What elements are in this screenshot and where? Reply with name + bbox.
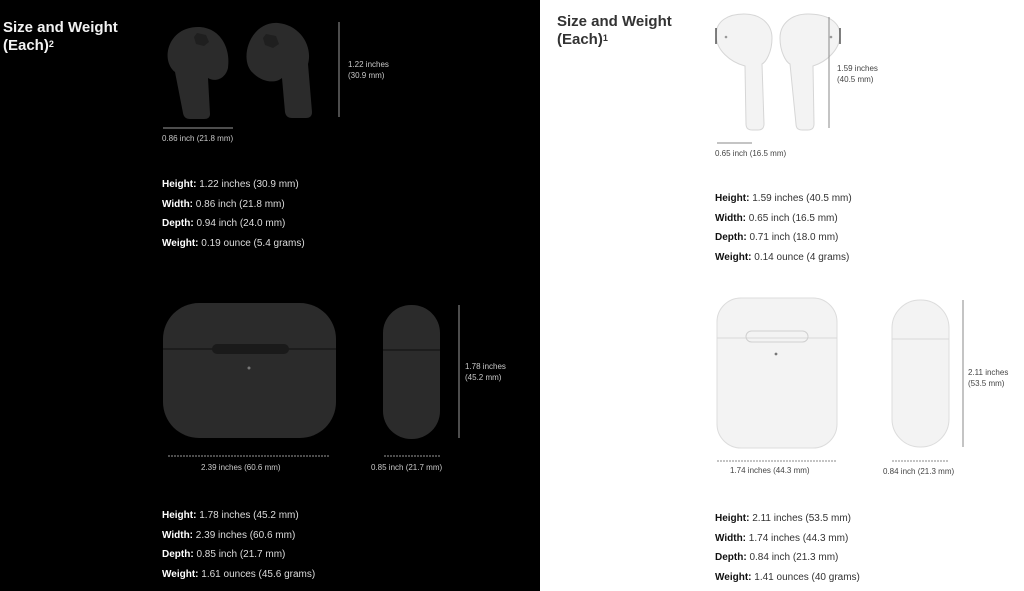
right-earbud-image [780,14,840,130]
spec-row-width: Width: 0.86 inch (21.8 mm) [162,198,285,210]
charging-case-side-image [892,300,949,447]
charging-case-front-image [163,303,336,438]
title-line-1: Size and Weight [3,19,118,36]
section-title [3,19,118,55]
spec-row-depth: Depth: 0.84 inch (21.3 mm) [715,552,839,563]
earbud-specs-list [162,175,305,253]
spec-row-depth: Depth: 0.85 inch (21.7 mm) [162,549,286,560]
earbud-width-label: 0.86 inch (21.8 mm) [162,134,234,143]
spec-row-depth: Depth: 0.71 inch (18.0 mm) [715,232,839,243]
earbud-height-label: 1.22 inches (30.9 mm) [348,60,389,80]
case-depth-label: 0.84 inch (21.3 mm) [883,467,955,476]
airpods-illustrations [540,0,1024,591]
title-line-2: (Each) [3,37,49,54]
spec-row-height: Height: 1.59 inches (40.5 mm) [715,193,852,204]
left-earbud-image [168,27,229,119]
case-specs-list [162,506,315,584]
spec-row-height: Height: 2.11 inches (53.5 mm) [715,513,851,524]
spec-row-weight: Weight: 0.14 ounce (4 grams) [715,251,850,263]
earbud-width-label: 0.65 inch (16.5 mm) [715,149,787,158]
spec-row-weight: Weight: 1.61 ounces (45.6 grams) [162,568,316,580]
airpods-panel [540,0,1024,591]
spec-row-width: Width: 0.65 inch (16.5 mm) [715,212,838,224]
case-depth-label: 0.85 inch (21.7 mm) [371,463,443,472]
charging-case-front-image [717,298,837,448]
title-line-2: (Each) [557,31,603,48]
case-height-label: 1.78 inches (45.2 mm) [465,362,506,382]
case-width-label: 2.39 inches (60.6 mm) [201,463,281,472]
title-line-1: Size and Weight [557,13,672,30]
footnote-marker: 2 [48,39,54,49]
right-earbud-image [246,23,312,118]
spec-row-weight: Weight: 1.41 ounces (40 grams) [715,571,860,583]
case-specs-list [715,509,860,587]
earbud-specs-list [715,189,852,267]
case-width-label: 1.74 inches (44.3 mm) [730,466,810,475]
charging-case-side-image [383,305,440,439]
spec-row-height: Height: 1.78 inches (45.2 mm) [162,510,299,521]
case-height-label: 2.11 inches (53.5 mm) [968,368,1009,388]
left-earbud-image [716,14,772,130]
earbud-height-label: 1.59 inches (40.5 mm) [837,64,878,84]
footnote-marker: 1 [602,33,608,43]
section-title [557,13,672,49]
spec-row-width: Width: 1.74 inches (44.3 mm) [715,532,849,544]
spec-row-width: Width: 2.39 inches (60.6 mm) [162,529,296,541]
spec-row-depth: Depth: 0.94 inch (24.0 mm) [162,218,286,229]
spec-row-weight: Weight: 0.19 ounce (5.4 grams) [162,237,305,249]
spec-row-height: Height: 1.22 inches (30.9 mm) [162,179,299,190]
